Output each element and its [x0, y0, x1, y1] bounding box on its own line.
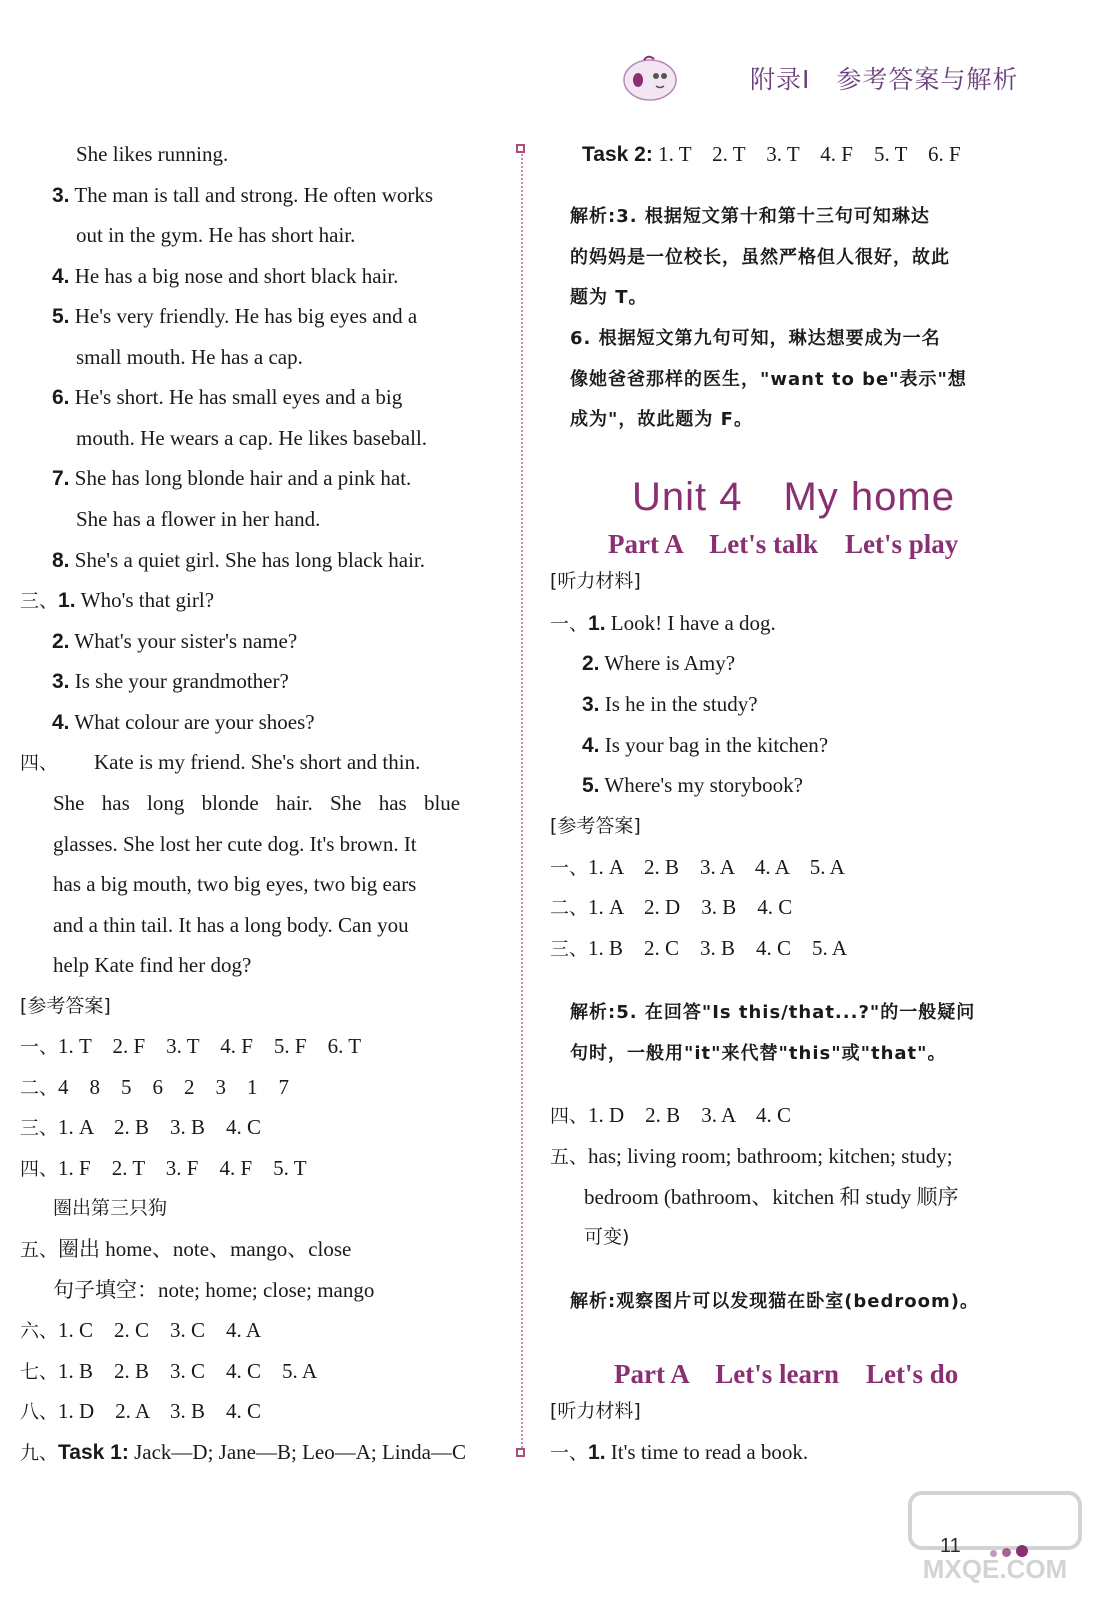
part-title: Part A Let's talk Let's play	[608, 529, 959, 559]
answer-line: 七、1. B 2. B 3. C 4. C 5. A	[20, 1359, 318, 1383]
section-label: [听力材料]	[550, 1400, 641, 1422]
answer-line: 九、Task 1: Jack—D; Jane—B; Leo—A; Linda—C	[20, 1440, 466, 1464]
answer-line: 五、has; living room; bathroom; kitchen; study;	[550, 1144, 953, 1168]
answer-line: 句子填空：note; home; close; mango	[53, 1278, 375, 1302]
answer-line: 可变)	[584, 1226, 630, 1248]
explanation-line: 解析:观察图片可以发现猫在卧室(bedroom)。	[570, 1291, 979, 1312]
explanation-line: 题为 T。	[570, 287, 648, 308]
answer-line: 五、圈出 home、note、mango、close	[20, 1237, 352, 1261]
text-line: glasses. She lost her cute dog. It's brown. It	[53, 832, 417, 856]
text-line: She likes running.	[76, 142, 229, 166]
page-number: 11	[940, 1535, 961, 1557]
explanation-line: 6. 根据短文第九句可知，琳达想要成为一名	[570, 328, 941, 349]
text-line: mouth. He wears a cap. He likes baseball.	[76, 426, 428, 450]
section-label: [参考答案]	[550, 815, 641, 837]
text-line: out in the gym. He has short hair.	[76, 223, 356, 247]
explanation-line: 像她爸爸那样的医生，"want to be"表示"想	[570, 369, 967, 390]
text-line: 3. Is she your grandmother?	[52, 669, 289, 693]
text-line: 3. Is he in the study?	[582, 692, 758, 716]
text-line: She has long blonde hair. She has blue	[53, 791, 461, 815]
text-line: 一、1. Look! I have a dog.	[550, 611, 776, 635]
section-label: [参考答案]	[20, 995, 111, 1017]
answer-line: Task 2: 1. T 2. T 3. T 4. F 5. T 6. F	[582, 142, 961, 166]
watermark-text: MXQE.COM	[922, 1554, 1068, 1584]
part-title: Part A Let's learn Let's do	[614, 1359, 959, 1389]
text-line: small mouth. He has a cap.	[76, 345, 303, 369]
text-line: 2. What's your sister's name?	[52, 629, 298, 653]
explanation-line: 的妈妈是一位校长，虽然严格但人很好，故此	[570, 247, 950, 268]
answer-line: 一、1. T 2. F 3. T 4. F 5. F 6. T	[20, 1034, 362, 1058]
text-line: 三、1. Who's that girl?	[20, 588, 215, 612]
text-line: help Kate find her dog?	[53, 953, 252, 977]
text-line: 四、 Kate is my friend. She's short and thin.	[20, 750, 421, 774]
text-line: has a big mouth, two big eyes, two big ears	[53, 872, 417, 896]
explanation-line: 解析:3. 根据短文第十和第十三句可知琳达	[570, 206, 930, 227]
watermark-logo	[900, 1488, 1090, 1588]
answer-line: 四、1. D 2. B 3. A 4. C	[550, 1103, 792, 1127]
answer-line: 二、1. A 2. D 3. B 4. C	[550, 895, 793, 919]
divider-cap-top	[516, 144, 525, 153]
answer-line: 三、1. B 2. C 3. B 4. C 5. A	[550, 936, 848, 960]
answer-line: 四、1. F 2. T 3. F 4. F 5. T	[20, 1156, 307, 1180]
explanation-line: 成为"，故此题为 F。	[570, 409, 753, 430]
answer-line: bedroom (bathroom、kitchen 和 study 顺序	[584, 1185, 959, 1209]
text-line: 4. Is your bag in the kitchen?	[582, 733, 829, 757]
page-header-title: 附录Ⅰ 参考答案与解析	[750, 65, 1019, 94]
text-line: 8. She's a quiet girl. She has long black hair.	[52, 548, 425, 572]
unit-title: Unit 4 My home	[632, 475, 955, 519]
mascot-icon	[618, 50, 682, 106]
text-line: 一、1. It's time to read a book.	[550, 1440, 809, 1464]
text-line: 5. He's very friendly. He has big eyes and a	[52, 304, 418, 328]
divider-cap-bottom	[516, 1448, 525, 1457]
text-line: 7. She has long blonde hair and a pink hat.	[52, 466, 412, 490]
explanation-line: 句时，一般用"it"来代替"this"或"that"。	[570, 1043, 947, 1064]
text-line: 3. The man is tall and strong. He often works	[52, 183, 434, 207]
answer-line: 八、1. D 2. A 3. B 4. C	[20, 1399, 262, 1423]
section-label: [听力材料]	[550, 570, 641, 592]
answer-line: 一、1. A 2. B 3. A 4. A 5. A	[550, 855, 845, 879]
text-line: 6. He's short. He has small eyes and a big	[52, 385, 403, 409]
answer-line: 三、1. A 2. B 3. B 4. C	[20, 1115, 262, 1139]
column-divider	[521, 150, 523, 1452]
text-line: and a thin tail. It has a long body. Can you	[53, 913, 409, 937]
text-line: 5. Where's my storybook?	[582, 773, 803, 797]
text-line: 2. Where is Amy?	[582, 651, 736, 675]
answer-line: 二、4 8 5 6 2 3 1 7	[20, 1075, 290, 1099]
text-line: 4. What colour are your shoes?	[52, 710, 315, 734]
text-line: She has a flower in her hand.	[76, 507, 321, 531]
answer-line: 六、1. C 2. C 3. C 4. A	[20, 1318, 262, 1342]
answer-line: 圈出第三只狗	[53, 1197, 168, 1219]
text-line: 4. He has a big nose and short black hair.	[52, 264, 399, 288]
explanation-line: 解析:5. 在回答"Is this/that...?"的一般疑问	[570, 1002, 976, 1023]
